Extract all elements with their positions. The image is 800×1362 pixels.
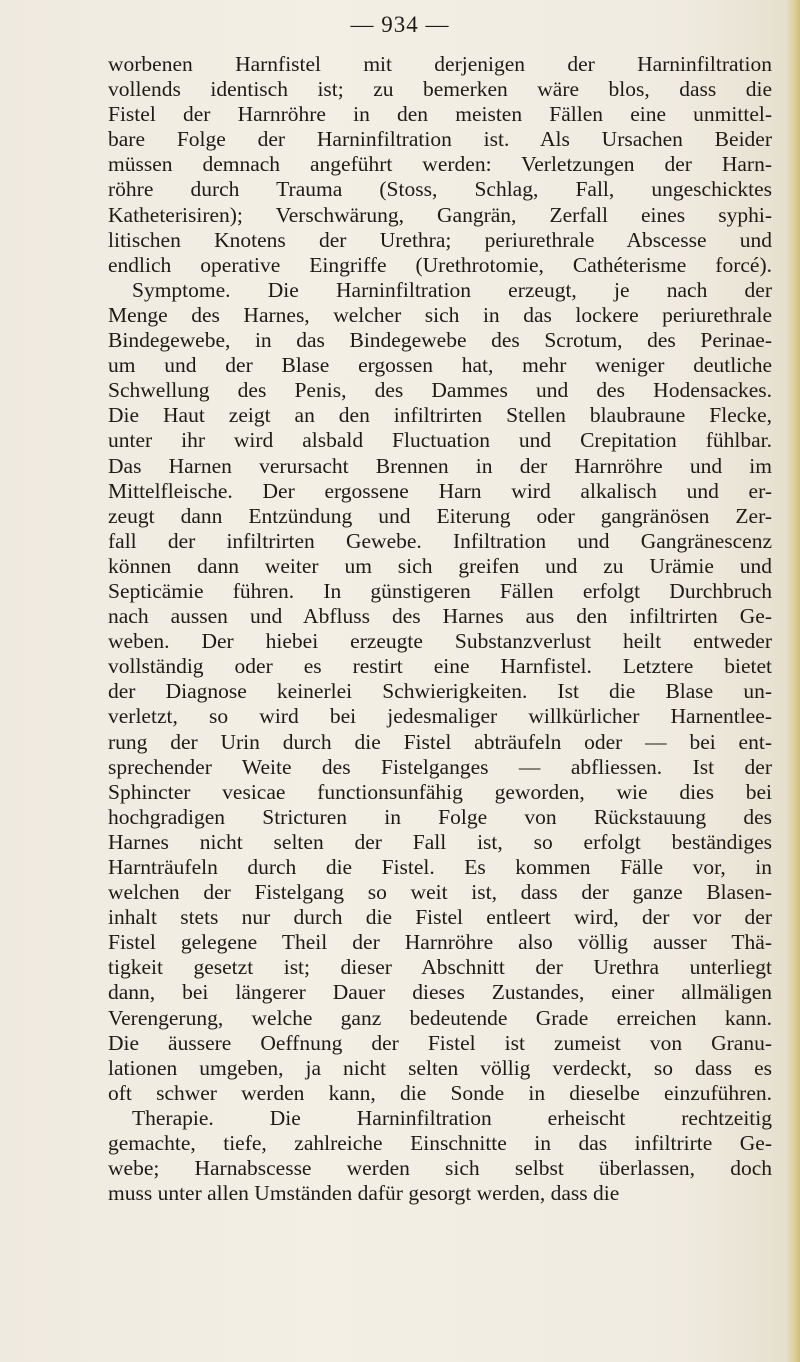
text-line: Die äussere Oeffnung der Fistel ist zumeist von Granu-	[108, 1030, 772, 1055]
text-line: Therapie. Die Harninfiltration erheischt rechtzeitig	[132, 1105, 772, 1130]
page-number: — 934 —	[350, 12, 450, 37]
text-line: Harnträufeln durch die Fistel. Es kommen Fälle vor, in	[108, 855, 772, 879]
text-line: Die Haut zeigt an den infiltrirten Stellen blaubraune Flecke,	[108, 403, 772, 428]
text-line: Katheterisiren); Verschwärung, Gangrän, Zerfall eines syphi-	[108, 202, 772, 227]
text-line: tigkeit gesetzt ist; dieser Abschnitt der Urethra unterliegt	[108, 955, 772, 980]
text-line: röhre durch Trauma (Stoss, Schlag, Fall, ungeschicktes	[108, 177, 772, 202]
text-line: litischen Knotens der Urethra; periurethrale Abscesse und	[108, 227, 772, 252]
text-line: Harnes nicht selten der Fall ist, so erfolgt beständiges	[108, 829, 772, 854]
text-line: der Diagnose keinerlei Schwierigkeiten. Ist die Blase un-	[108, 679, 772, 704]
body-text	[108, 52, 772, 1206]
text-line: Septicämie führen. In günstigeren Fällen erfolgt Durchbruch	[108, 578, 772, 603]
text-line: bare Folge der Harninfiltration ist. Als Ursachen Beider	[108, 127, 772, 152]
text-line: muss unter allen Umständen dafür gesorgt werden, dass die	[108, 1181, 620, 1206]
text-line: vollends identisch ist; zu bemerken wäre blos, dass die	[108, 77, 772, 102]
text-line: zeugt dann Entzündung und Eiterung oder gangränösen Zer-	[108, 503, 772, 528]
text-line: Sphincter vesicae functionsunfähig geworden, wie dies bei	[108, 779, 772, 804]
text-line: weben. Der hiebei erzeugte Substanzverlust heilt entweder	[108, 629, 772, 654]
text-line: Symptome. Die Harninfiltration erzeugt, je nach der	[132, 277, 772, 302]
text-line: sprechender Weite des Fistelganges — abfliessen. Ist der	[108, 754, 772, 779]
text-line: fall der infiltrirten Gewebe. Infiltration und Gangränescenz	[108, 528, 772, 553]
text-line: rung der Urin durch die Fistel abträufeln oder — bei ent-	[108, 729, 772, 754]
text-line: endlich operative Eingriffe (Urethrotomie, Cathéterisme forcé).	[108, 252, 772, 277]
text-line: inhalt stets nur durch die Fistel entleert wird, der vor der	[108, 905, 772, 930]
page-edge	[786, 0, 800, 1362]
text-line: gemachte, tiefe, zahlreiche Einschnitte in das infiltrirte Ge-	[108, 1131, 772, 1156]
text-line: Das Harnen verursacht Brennen in der Harnröhre und im	[108, 453, 772, 478]
text-line: welchen der Fistelgang so weit ist, dass der ganze Blasen-	[108, 880, 772, 905]
text-line: Verengerung, welche ganz bedeutende Grade erreichen kann.	[108, 1005, 772, 1030]
text-line: nach aussen und Abfluss des Harnes aus den infiltrirten Ge-	[108, 604, 772, 629]
text-line: Bindegewebe, in das Bindegewebe des Scrotum, des Perinae-	[108, 328, 772, 353]
text-line: müssen demnach angeführt werden: Verletzungen der Harn-	[108, 152, 772, 177]
text-line: Mittelfleische. Der ergossene Harn wird alkalisch und er-	[108, 478, 772, 503]
text-line: Menge des Harnes, welcher sich in das lockere periurethrale	[108, 302, 772, 327]
text-line: lationen umgeben, ja nicht selten völlig verdeckt, so dass es	[108, 1055, 772, 1080]
text-line: Fistel der Harnröhre in den meisten Fällen eine unmittel-	[108, 102, 772, 127]
text-line: um und der Blase ergossen hat, mehr weniger deutliche	[108, 353, 772, 378]
text-line: unter ihr wird alsbald Fluctuation und Crepitation fühlbar.	[108, 428, 772, 453]
text-line: können dann weiter um sich greifen und zu Urämie und	[108, 553, 772, 578]
text-line: verletzt, so wird bei jedesmaliger willkürlicher Harnentlee-	[108, 704, 772, 729]
text-line: Fistel gelegene Theil der Harnröhre also völlig ausser Thä-	[108, 930, 772, 955]
text-line: vollständig oder es restirt eine Harnfistel. Letztere bietet	[108, 654, 772, 679]
text-line: oft schwer werden kann, die Sonde in dieselbe einzuführen.	[108, 1080, 772, 1105]
text-line: webe; Harnabscesse werden sich selbst überlassen, doch	[108, 1156, 772, 1181]
text-line: worbenen Harnfistel mit derjenigen der Harninfiltration	[108, 52, 772, 76]
text-line: hochgradigen Stricturen in Folge von Rückstauung des	[108, 804, 772, 829]
text-line: dann, bei längerer Dauer dieses Zustandes, einer allmäligen	[108, 980, 772, 1005]
text-line: Schwellung des Penis, des Dammes und des Hodensackes.	[108, 378, 772, 403]
